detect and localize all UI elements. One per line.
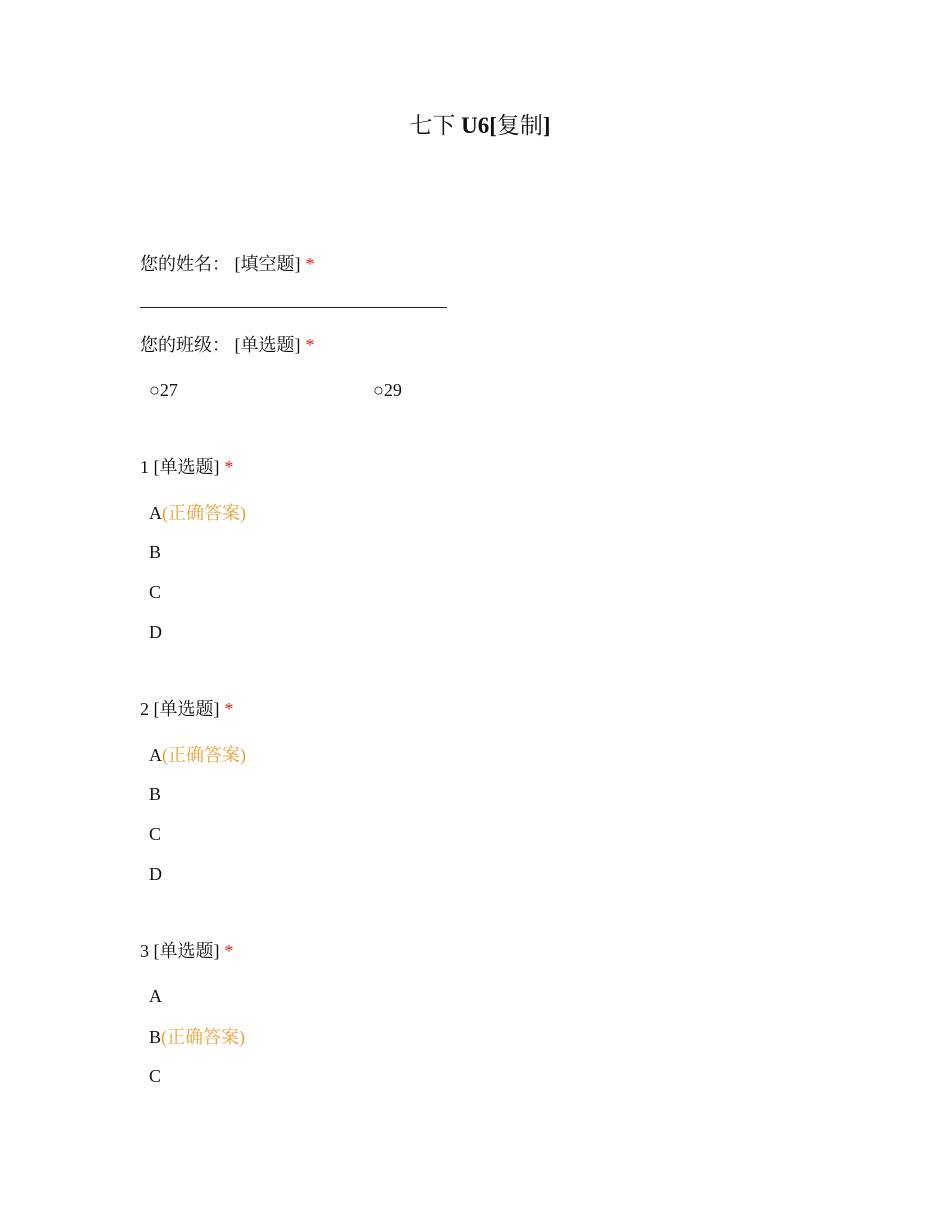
title-middle: 复制	[496, 113, 543, 138]
question-2-label	[140, 696, 234, 722]
q3-option-a[interactable]: A	[149, 986, 162, 1006]
question-text: 2 [单选题]	[140, 699, 220, 719]
question-class-label	[140, 332, 315, 358]
q3-option-c[interactable]: C	[149, 1066, 162, 1086]
q2-option-d[interactable]: D	[149, 864, 162, 884]
required-mark: *	[305, 254, 315, 274]
required-mark: *	[224, 457, 234, 477]
option-letter: B	[149, 1027, 162, 1047]
q2-option-c[interactable]: C	[149, 824, 162, 844]
title-bold-part: U6[	[461, 113, 497, 138]
q1-option-a[interactable]	[149, 500, 246, 526]
q1-option-d[interactable]: D	[149, 622, 162, 642]
option-letter: A	[149, 745, 162, 765]
q3-option-b[interactable]	[149, 1024, 245, 1050]
q1-option-b[interactable]: B	[149, 542, 162, 562]
required-mark: *	[224, 941, 234, 961]
question-3-label	[140, 938, 234, 964]
question-1-label	[140, 454, 234, 480]
page-title	[0, 110, 950, 142]
question-text: 您的姓名： [填空题]	[140, 254, 301, 274]
question-text: 3 [单选题]	[140, 941, 220, 961]
correct-answer-hint: (正确答案)	[162, 745, 246, 765]
question-name-label	[140, 251, 315, 277]
title-prefix: 七下	[409, 113, 462, 138]
class-option-29[interactable]: ○29	[373, 380, 402, 400]
correct-answer-hint: (正确答案)	[162, 503, 246, 523]
option-letter: A	[149, 503, 162, 523]
q2-option-b[interactable]: B	[149, 784, 162, 804]
question-text: 您的班级： [单选题]	[140, 335, 301, 355]
question-text: 1 [单选题]	[140, 457, 220, 477]
name-fill-blank[interactable]	[140, 307, 447, 308]
required-mark: *	[305, 335, 315, 355]
q1-option-c[interactable]: C	[149, 582, 162, 602]
title-suffix: ]	[542, 113, 551, 138]
correct-answer-hint: (正确答案)	[161, 1027, 246, 1047]
q2-option-a[interactable]	[149, 742, 246, 768]
required-mark: *	[224, 699, 234, 719]
class-option-27[interactable]: ○27	[149, 380, 178, 400]
